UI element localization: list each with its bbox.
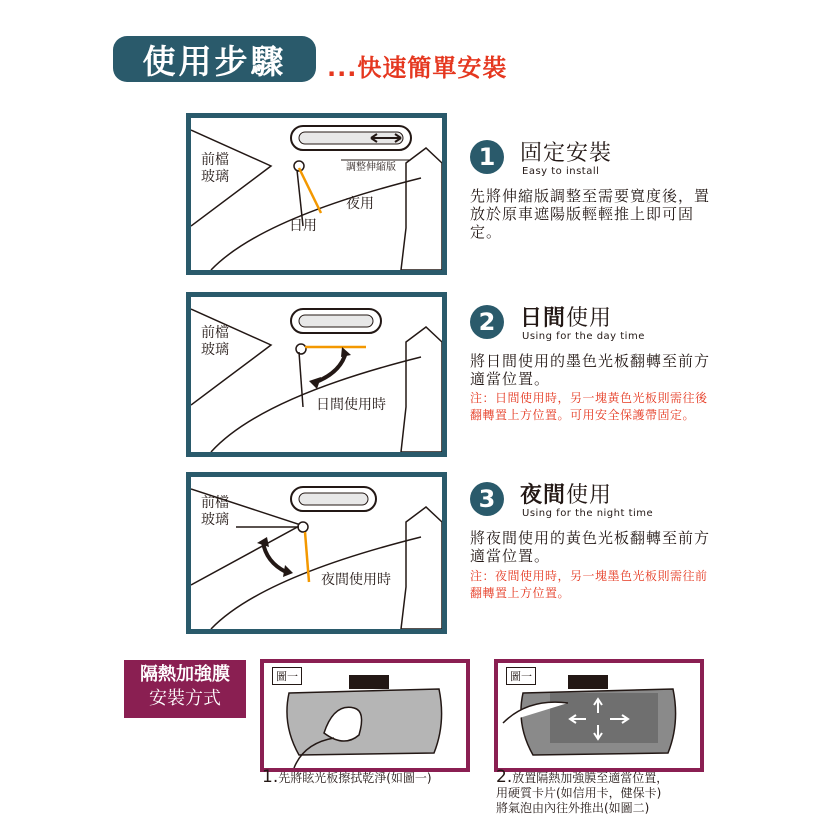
night-use-label: 夜用 xyxy=(346,196,374,212)
figure2-tag: 圖一 xyxy=(506,667,536,685)
visor-diagram-2 xyxy=(191,297,442,452)
windshield-label: 前檔 玻璃 xyxy=(201,495,229,528)
step2-note: 注：日間使用時，另一塊黃色光板則需往後翻轉置上方位置。可用安全保護帶固定。 xyxy=(470,391,708,422)
step1-subtitle: Easy to install xyxy=(522,166,600,177)
visor-diagram-1 xyxy=(191,118,442,270)
film-install-badge xyxy=(124,660,246,718)
step2-title: 日間使用 xyxy=(520,306,613,331)
step1-illustration xyxy=(186,113,447,275)
figure1-tag: 圖一 xyxy=(272,667,302,685)
step2-illustration xyxy=(186,292,447,457)
windshield-label: 前檔 玻璃 xyxy=(201,152,229,185)
step1-number: 1 xyxy=(470,140,504,174)
windshield-label: 前檔 玻璃 xyxy=(201,325,229,358)
step3-description: 將夜間使用的黃色光板翻轉至前方適當位置。 xyxy=(470,529,711,565)
step2-subtitle: Using for the day time xyxy=(522,331,645,342)
step1-title: 固定安裝 xyxy=(520,141,613,166)
night-use-label: 夜間使用時 xyxy=(321,572,391,588)
page-title: 使用步驟 xyxy=(113,36,316,82)
step2-description: 將日間使用的墨色光板翻轉至前方適當位置。 xyxy=(470,352,711,388)
step3-number: 3 xyxy=(470,482,504,516)
step2-number: 2 xyxy=(470,305,504,339)
adjust-label: 調整伸縮版 xyxy=(346,162,396,173)
figure1-panel xyxy=(260,659,470,772)
step3-illustration xyxy=(186,472,447,634)
film-badge-subtitle: 安裝方式 xyxy=(149,688,221,709)
step3-subtitle: Using for the night time xyxy=(522,508,654,519)
step1-description: 先將伸縮版調整至需要寬度後，置放於原車遮陽版輕輕推上即可固定。 xyxy=(470,187,711,241)
step3-note: 注：夜間使用時，另一塊墨色光板則需往前翻轉置上方位置。 xyxy=(470,569,708,600)
day-use-label: 日用 xyxy=(289,218,317,234)
day-use-label: 日間使用時 xyxy=(316,397,386,413)
figure1-instruction: 1.先將眩光板擦拭乾淨(如圖一) xyxy=(262,767,432,787)
figure2-instruction: 2.放置隔熱加強膜至適當位置， 用硬質卡片(如信用卡，健保卡) 將氣泡由內往外推出(如圖二) xyxy=(496,767,669,815)
figure2-panel xyxy=(494,659,704,772)
film-badge-title: 隔熱加強膜 xyxy=(140,664,230,685)
step3-title: 夜間使用 xyxy=(520,483,613,508)
page-subtitle: ...快速簡單安裝 xyxy=(327,54,508,82)
